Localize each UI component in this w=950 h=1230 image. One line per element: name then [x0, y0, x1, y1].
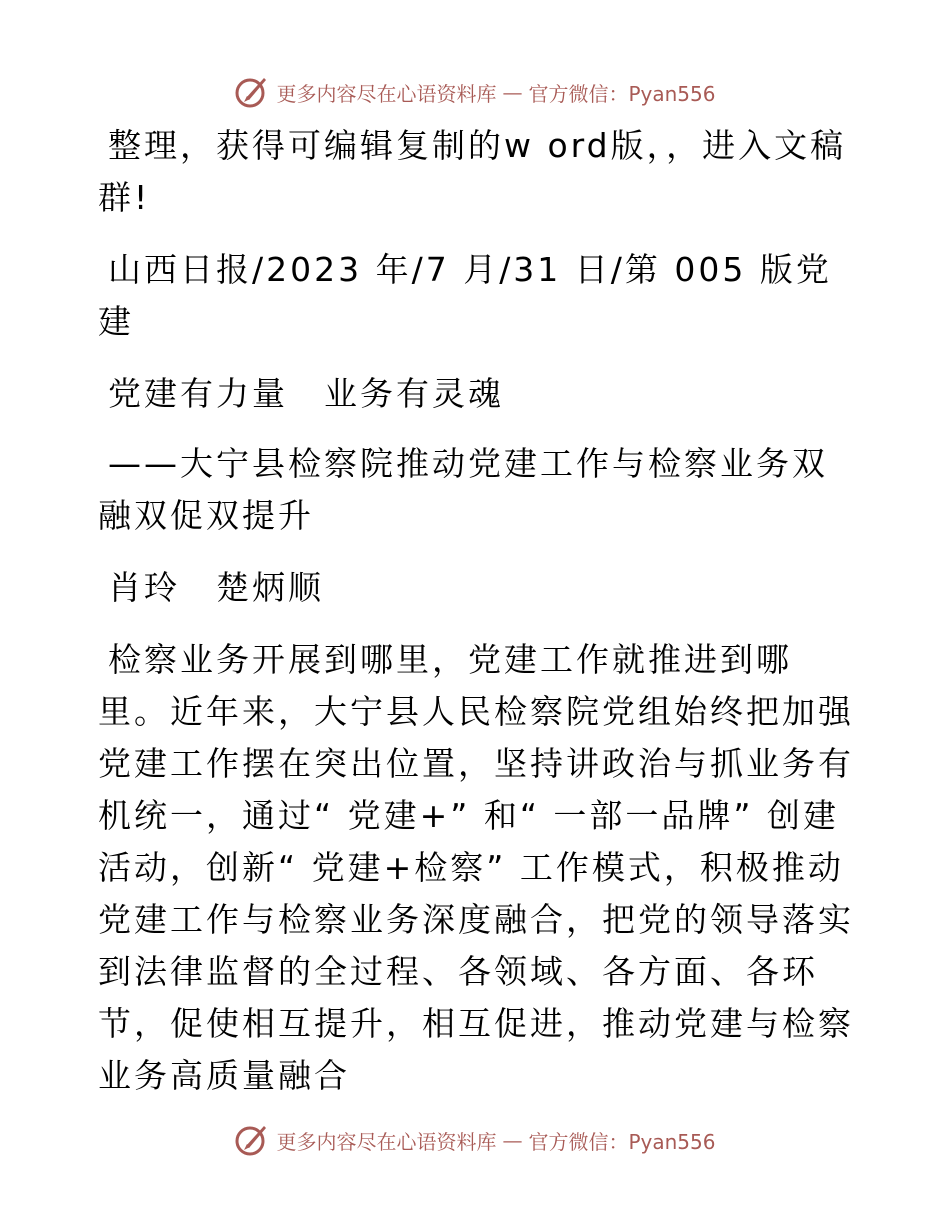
watermark-contact: 官方微信：Pyan556: [528, 1129, 716, 1154]
quill-seal-icon: [234, 74, 270, 110]
article-body: 检察业务开展到哪里，党建工作就推进到哪里。近年来，大宁县人民检察院党组始终把加强党建工作摆在突出位置，坚持讲政治与抓业务有机统一，通过“ 党建+” 和“ 一部一品牌” 创建活动，创新“ 党建+检察” 工作模式，积极推动党建工作与检察业务深度融合，把党的领导落实到法律监督的全过程、各领域、各方面、各环节，促使相互提升，相互促进，推动党建与检察业务高质量融合: [98, 640, 854, 1095]
footer-watermark: [0, 1118, 950, 1162]
watermark-text: 更多内容尽在心语资料库: [276, 1129, 497, 1154]
watermark-text: 更多内容尽在心语资料库: [276, 81, 497, 106]
watermark-dash: —: [502, 1128, 523, 1152]
watermark-contact: 官方微信：Pyan556: [528, 81, 716, 106]
article-title: 党建有力量 业务有灵魂: [108, 374, 504, 413]
source-line: 山西日报/2023 年/7 月/31 日/第 005 版党建: [98, 250, 832, 341]
article-subtitle: ——大宁县检察院推动党建工作与检察业务双融双促双提升: [98, 444, 828, 535]
document-body: [98, 120, 858, 1122]
intro-paragraph: 整理，获得可编辑复制的w ord版，，进入文稿群!: [98, 126, 847, 217]
quill-seal-icon: [234, 1122, 270, 1158]
article-authors: 肖玲 楚炳顺: [108, 568, 324, 607]
watermark-dash: —: [502, 80, 523, 104]
header-watermark: [0, 70, 950, 114]
